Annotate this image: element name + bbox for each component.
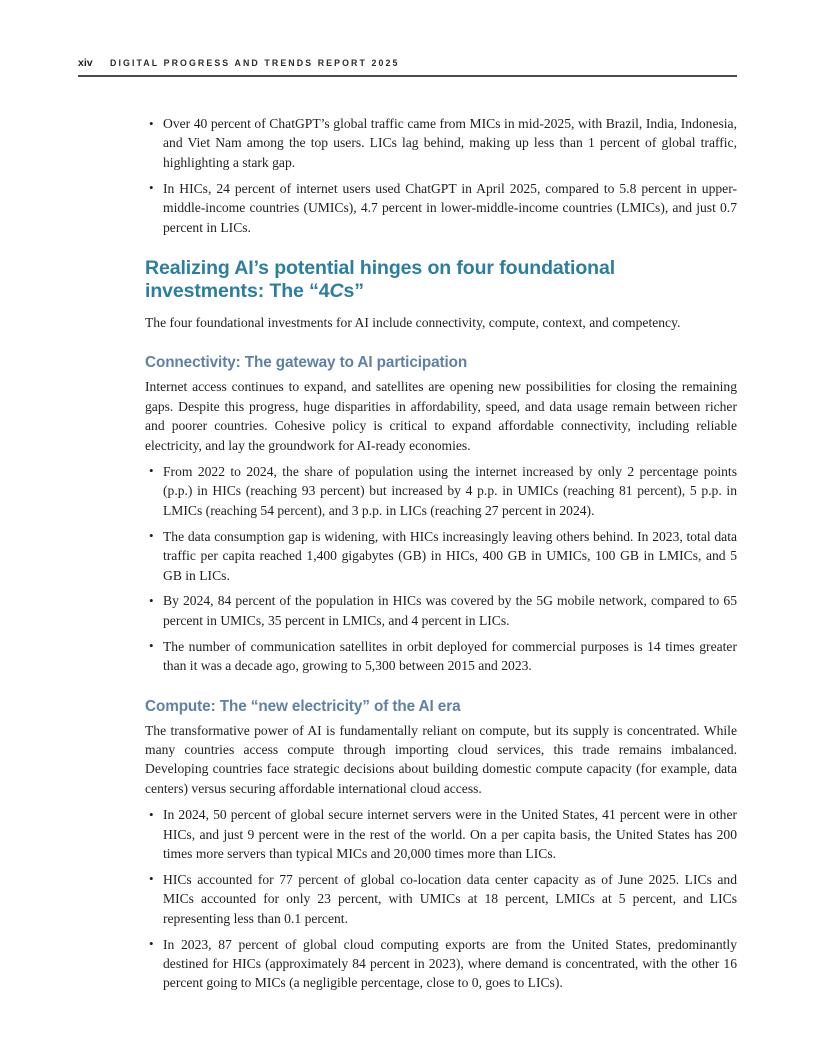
page-number: xiv (78, 57, 93, 69)
chatgpt-findings-list (145, 114, 737, 237)
bullet-chatgpt-traffic: • Over 40 percent of ChatGPT’s global traffic came from MICs in mid-2025, with Brazil, India, Indonesia, and Viet Nam among the top users. LICs lag behind, making up less than 1 percent of global traffic, highlighting a stark gap. (145, 114, 737, 172)
connectivity-bullets-list (145, 462, 737, 676)
running-header-title: DIGITAL PROGRESS AND TRENDS REPORT 2025 (110, 58, 400, 68)
section-heading-line2-pre: investments: The “4 (145, 280, 330, 303)
connectivity-paragraph: Internet access continues to expand, and satellites are opening new possibilities for closing the remaining gaps. Despite this progress, huge disparities in affordability, speed, and data usage remain between richer and poorer countries. Cohesive policy is critical to expand affordable connectivity, including reliable electricity, and lay the groundwork for AI-ready economies. (145, 379, 737, 453)
section-heading-line2-post: s” (343, 280, 364, 303)
section-heading-italic-c: C (329, 280, 344, 303)
subheading-connectivity: Connectivity: The gateway to AI participation (145, 354, 468, 372)
section-intro-paragraph: The four foundational investments for AI include connectivity, compute, context, and competency. (145, 314, 681, 330)
bullet-internet-growth: • From 2022 to 2024, the share of population using the internet increased by only 2 percentage points (p.p.) in HICs (reaching 93 percent) but increased by 4 p.p. in UMICs (reaching 81 percent), 5 p.p. in LMICs (reaching 54 percent), and 3 p.p. in LICs (reaching 27 percent in 2024). (145, 462, 737, 520)
bullet-5g-coverage: • By 2024, 84 percent of the population in HICs was covered by the 5G mobile network, compared to 65 percent in UMICs, 35 percent in LMICs, and 4 percent in LICs. (145, 591, 737, 630)
compute-bullets-list (145, 805, 737, 993)
section-heading-line1: Realizing AI’s potential hinges on four foundational (145, 256, 616, 279)
subheading-compute: Compute: The “new electricity” of the AI era (145, 697, 461, 715)
bullet-data-consumption: • The data consumption gap is widening, with HICs increasingly leaving others behind. In 2023, total data traffic per capita reached 1,400 gigabytes (GB) in HICs, 400 GB in UMICs, 100 GB in LMICs, and 5 GB in LICs. (145, 527, 737, 585)
bullet-secure-servers: • In 2024, 50 percent of global secure internet servers were in the United States, 41 percent were in other HICs, and just 9 percent were in the rest of the world. On a per capita basis, the United States has 200 times more servers than typical MICs and 20,000 times more than LICs. (145, 805, 737, 863)
bullet-satellites: • The number of communication satellites in orbit deployed for commercial purposes is 14 times greater than it was a decade ago, growing to 5,300 between 2015 and 2023. (145, 637, 737, 676)
compute-paragraph: The transformative power of AI is fundamentally reliant on compute, but its supply is concentrated. While many countries access compute through importing cloud services, this trade remains imbalanced. Developing countries face strategic decisions about building domestic compute capacity (for example, data centers) versus securing affordable international cloud access. (145, 722, 737, 796)
page-content (145, 114, 737, 993)
bullet-data-center-capacity: • HICs accounted for 77 percent of global co-location data center capacity as of June 2025. LICs and MICs accounted for only 23 percent, with UMICs at 18 percent, LMICs at 5 percent, and LICs representing less than 0.1 percent. (145, 870, 737, 928)
bullet-chatgpt-users: • In HICs, 24 percent of internet users used ChatGPT in April 2025, compared to 5.8 percent in upper-middle-income countries (UMICs), 4.7 percent in lower-middle-income countries (LMICs), and just 0.7 percent in LICs. (145, 179, 737, 237)
page-header (78, 57, 737, 77)
section-heading-4cs (145, 257, 737, 304)
section-heading-line2 (145, 280, 737, 304)
running-header (78, 57, 737, 69)
header-rule (78, 75, 737, 77)
bullet-cloud-exports: • In 2023, 87 percent of global cloud computing exports are from the United States, predominantly destined for HICs (approximately 84 percent in 2023), where demand is concentrated, with the other 16 percent going to MICs (a negligible percentage, close to 0, goes to LICs). (145, 935, 737, 993)
